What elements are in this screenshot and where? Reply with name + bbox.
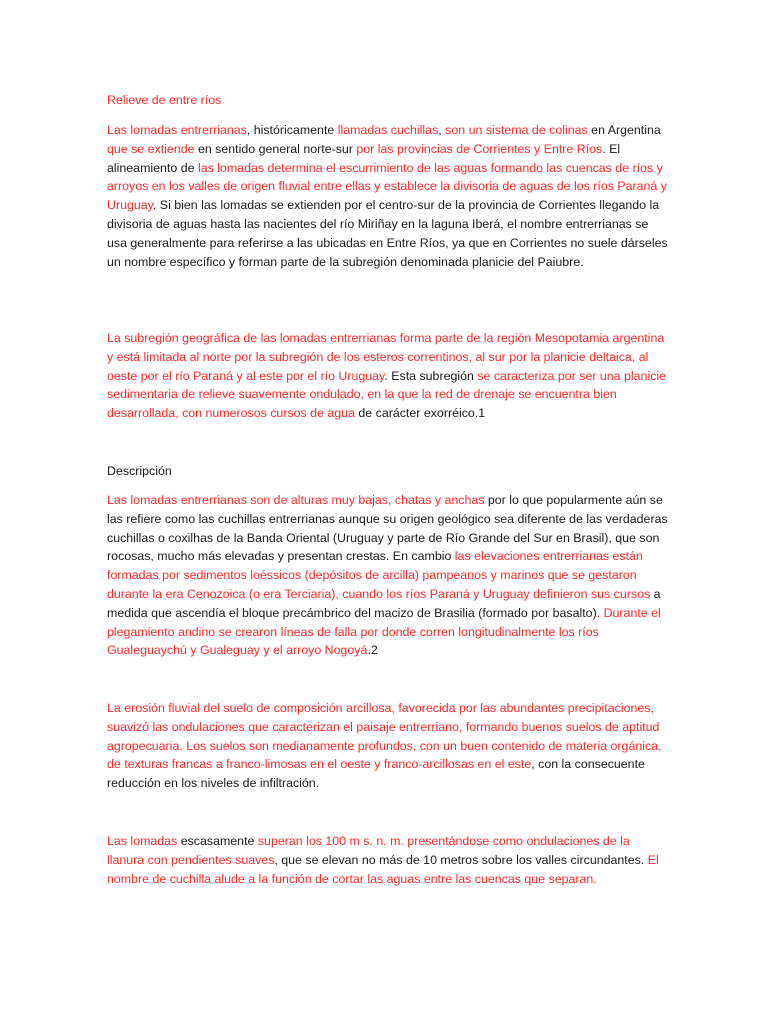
p5-seg-3: , que se elevan no más de 10 metros sobre los valles circundantes.	[274, 852, 648, 867]
p1-seg-0: Las lomadas entrerrianas	[107, 123, 247, 137]
p5-seg-1: escasamente	[177, 834, 258, 848]
p4-seg-0: La erosión fluvial del suelo de composición arcillosa, favorecida por las abundantes precipitaciones, suavizó las ondulaciones que caracterizan el paisaje entrerriano, formando buenos suelos de aptitud agropecuaria. Los suelos son medianamente profundos, con un buen contenido de materia orgánica, de texturas francas a franco-limosas en el oeste y franco-arcillosas en el este	[107, 701, 662, 772]
p3-seg-0: Las lomadas entrerrianas son de alturas muy bajas, chatas y anchas	[107, 493, 485, 507]
p1-seg-8: por las provincias de Corrientes y Entre Ríos	[356, 141, 603, 156]
p5-seg-0: Las lomadas	[107, 834, 178, 848]
p2-seg-3: de carácter exorréico.1	[354, 406, 486, 421]
p5-seg-4: El nombre de cuchilla alude a la función de cortar las aguas entre las cuencas que separan.	[107, 852, 659, 886]
p3-seg-1: por lo que popularmente aún se las refiere como las cuchillas entrerrianas aunque su origen geológico sea diferente de las verdaderas cuchillas o coxilhas de la Banda Oriental (Uruguay y parte de Río Grande del Sur en Brasil), que son rocosas, mucho más elevadas y presentan crestas. En cambio	[107, 493, 668, 564]
paragraph-1	[107, 121, 669, 271]
p1-seg-9: . El alineamiento de	[107, 141, 621, 175]
p3-seg-4: . Durante el plegamiento andino se crearon líneas de falla por donde corren longitudinalmente los ríos Gualeguaychú y Gualeguay y el arroyo Nogoyá	[107, 605, 661, 658]
p1-seg-2: llamadas cuchillas	[337, 123, 439, 137]
p1-seg-5: en Argentina	[587, 123, 661, 137]
p1-seg-11: . Si bien las lomadas se extienden por el centro-sur de la provincia de Corrientes llegando la divisoria de aguas hasta las nacientes del río Miriñay en la laguna Iberá, el nombre entrerrianas se usa generalmente para referirse a las ubicadas en Entre Ríos, ya que en Corrientes no suele dárseles un nombre específico y forman parte de la subregión denominada planicie del Paiubre.	[107, 198, 668, 269]
p2-seg-2: se caracteriza por ser una planicie sedimentaria de relieve suavemente ondulado, en la que la red de drenaje se encuentra bien desarrollada, con numerosos cursos de agua	[107, 368, 667, 421]
p1-seg-4: son un sistema de colinas	[445, 123, 588, 137]
paragraph-2	[107, 329, 669, 423]
p3-seg-3: a medida que ascendía el bloque precámbrico del macizo de Brasilia (formado por basalto)	[107, 586, 661, 620]
p1-seg-1: , históricamente	[246, 123, 338, 137]
document-title	[107, 91, 669, 110]
p4-seg-1: , con la consecuente reducción en los niveles de infiltración.	[107, 757, 645, 791]
paragraph-5	[107, 832, 669, 888]
p3-seg-5: .2	[367, 643, 378, 658]
p2-seg-1: . Esta subregión	[384, 368, 478, 383]
p1-seg-6: que se extiende	[107, 141, 195, 156]
p1-seg-3: ,	[438, 123, 446, 137]
section-heading-descripcion	[107, 462, 669, 481]
p3-seg-2: las elevaciones entrerrianas están formadas por sedimentos loéssicos (depósitos de arcilla) pampeanos y marinos que se gestaron durante la era Cenozoica (o era Terciaria), cuando los ríos Paraná y Uruguay definieron sus cursos	[107, 549, 651, 601]
p2-seg-0: La subregión geográfica de las lomadas entrerrianas forma parte de la región Mesopotamia argentina y está limitada al norte por la subregión de los esteros correntinos, al sur por la planicie deltaica, al oeste por el río Paraná y al este por el río Uruguay	[107, 331, 665, 383]
paragraph-3	[107, 491, 669, 660]
title-text: Relieve de entre ríos	[107, 93, 222, 107]
p1-seg-7: en sentido general norte-sur	[194, 141, 357, 156]
p5-seg-2: superan los 100 m s. n. m. presentándose como ondulaciones de la llanura con pendientes suaves	[107, 834, 630, 867]
heading-text: Descripción	[107, 464, 172, 478]
paragraph-4	[107, 699, 669, 793]
p1-seg-10: las lomadas determina el escurrimiento de las aguas formando las cuencas de ríos y arroyos en los valles de origen fluvial entre ellas y establece la divisoria de aguas de los ríos Paraná y Uruguay	[107, 160, 667, 213]
